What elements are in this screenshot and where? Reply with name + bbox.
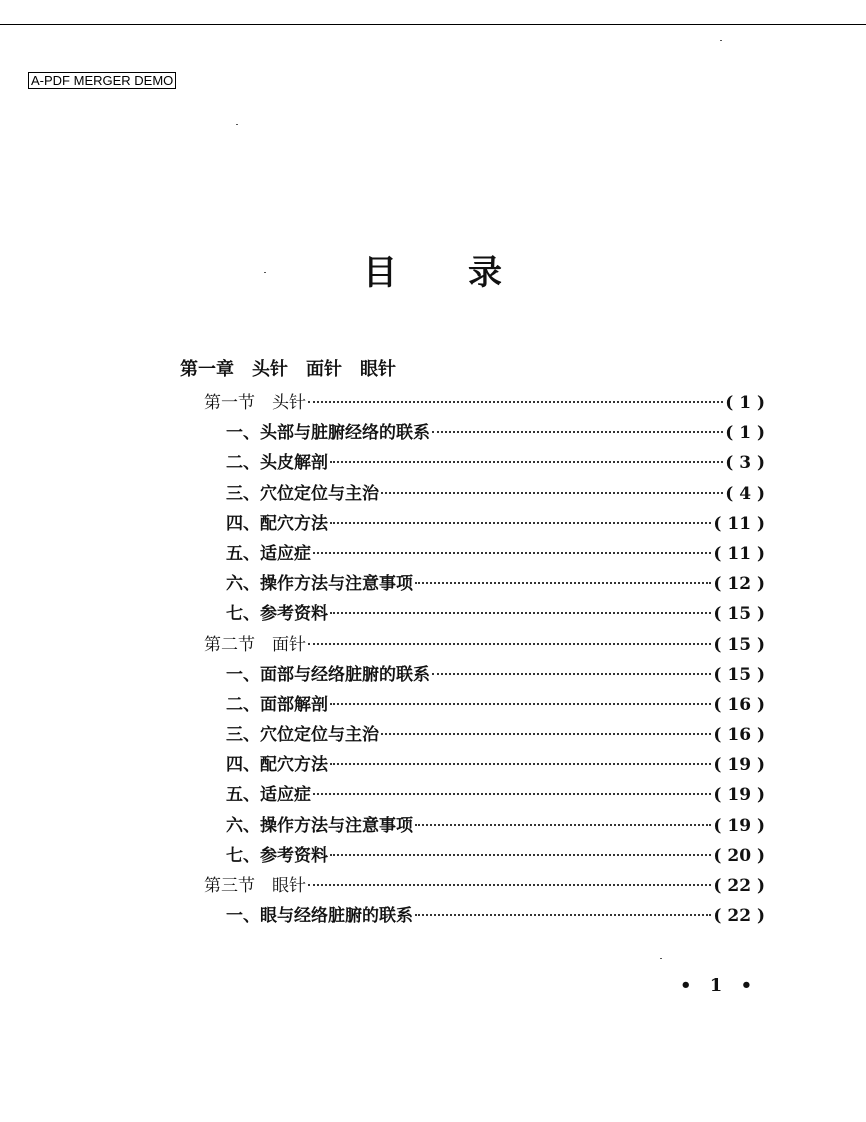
toc-entries bbox=[180, 388, 765, 931]
dot-leader bbox=[432, 672, 711, 675]
dot-leader bbox=[415, 581, 711, 584]
toc-section-entry bbox=[180, 630, 765, 660]
entry-page-number: ( 19 ) bbox=[713, 755, 765, 776]
dot-leader bbox=[381, 732, 711, 735]
entry-label: 一、头部与脏腑经络的联系 bbox=[226, 423, 430, 444]
dot-leader bbox=[330, 702, 711, 705]
toc-item-entry bbox=[180, 811, 765, 841]
toc-item-entry bbox=[180, 479, 765, 509]
entry-label: 四、配穴方法 bbox=[226, 755, 328, 776]
dot-leader bbox=[415, 913, 711, 916]
entry-label: 六、操作方法与注意事项 bbox=[226, 815, 413, 836]
entry-page-number: ( 12 ) bbox=[713, 574, 765, 595]
scan-speck bbox=[236, 124, 238, 125]
entry-label: 七、参考资料 bbox=[226, 845, 328, 866]
scan-speck bbox=[720, 40, 722, 41]
entry-label: 一、眼与经络脏腑的联系 bbox=[226, 906, 413, 927]
entry-label: 第一节 头针 bbox=[204, 393, 306, 413]
entry-page-number: ( 16 ) bbox=[713, 694, 765, 715]
entry-page-number: ( 19 ) bbox=[713, 785, 765, 806]
entry-label: 五、适应症 bbox=[226, 543, 311, 564]
entry-page-number: ( 1 ) bbox=[725, 393, 765, 413]
dot-leader bbox=[330, 460, 723, 463]
entry-page-number: ( 15 ) bbox=[713, 634, 765, 655]
dot-leader bbox=[308, 883, 711, 886]
entry-label: 二、面部解剖 bbox=[226, 694, 328, 715]
entry-label: 一、面部与经络脏腑的联系 bbox=[226, 664, 430, 685]
page-title: 目 录 bbox=[363, 253, 503, 293]
toc-item-entry bbox=[180, 448, 765, 478]
entry-label: 四、配穴方法 bbox=[226, 513, 328, 534]
dot-leader bbox=[313, 551, 711, 554]
scan-speck bbox=[264, 272, 266, 273]
chapter-heading: 第一章 头针 面针 眼针 bbox=[180, 359, 396, 380]
toc-item-entry bbox=[180, 750, 765, 780]
dot-leader bbox=[330, 521, 711, 524]
entry-page-number: ( 16 ) bbox=[713, 725, 765, 746]
dot-leader bbox=[415, 823, 711, 826]
entry-label: 五、适应症 bbox=[226, 785, 311, 806]
page-number: • 1 • bbox=[680, 975, 759, 996]
entry-page-number: ( 15 ) bbox=[713, 664, 765, 685]
toc-section-entry bbox=[180, 871, 765, 901]
toc-item-entry bbox=[180, 901, 765, 931]
dot-leader bbox=[308, 400, 723, 403]
entry-page-number: ( 11 ) bbox=[713, 543, 765, 564]
toc-item-entry bbox=[180, 841, 765, 871]
scan-speck bbox=[660, 958, 662, 959]
toc-item-entry bbox=[180, 690, 765, 720]
entry-label: 第三节 眼针 bbox=[204, 876, 306, 896]
toc-item-entry bbox=[180, 599, 765, 629]
table-of-contents bbox=[180, 356, 765, 931]
entry-page-number: ( 11 ) bbox=[713, 513, 765, 534]
entry-label: 三、穴位定位与主治 bbox=[226, 725, 379, 746]
toc-item-entry bbox=[180, 569, 765, 599]
entry-page-number: ( 20 ) bbox=[713, 845, 765, 866]
entry-page-number: ( 1 ) bbox=[725, 423, 765, 444]
dot-leader bbox=[330, 762, 711, 765]
dot-leader bbox=[432, 430, 723, 433]
entry-page-number: ( 19 ) bbox=[713, 815, 765, 836]
toc-item-entry bbox=[180, 720, 765, 750]
entry-label: 二、头皮解剖 bbox=[226, 453, 328, 474]
entry-page-number: ( 22 ) bbox=[713, 876, 765, 896]
toc-section-entry bbox=[180, 388, 765, 418]
toc-item-entry bbox=[180, 780, 765, 810]
entry-label: 第二节 面针 bbox=[204, 634, 306, 655]
entry-page-number: ( 3 ) bbox=[725, 453, 765, 474]
entry-label: 六、操作方法与注意事项 bbox=[226, 574, 413, 595]
dot-leader bbox=[330, 853, 711, 856]
entry-page-number: ( 15 ) bbox=[713, 604, 765, 625]
dot-leader bbox=[330, 611, 711, 614]
top-rule bbox=[0, 24, 866, 25]
toc-item-entry bbox=[180, 509, 765, 539]
watermark-label: A-PDF MERGER DEMO bbox=[28, 72, 176, 89]
toc-item-entry bbox=[180, 660, 765, 690]
dot-leader bbox=[381, 491, 723, 494]
entry-label: 三、穴位定位与主治 bbox=[226, 483, 379, 504]
dot-leader bbox=[308, 642, 711, 645]
toc-item-entry bbox=[180, 418, 765, 448]
toc-item-entry bbox=[180, 539, 765, 569]
entry-page-number: ( 22 ) bbox=[713, 906, 765, 927]
entry-page-number: ( 4 ) bbox=[725, 483, 765, 504]
dot-leader bbox=[313, 792, 711, 795]
entry-label: 七、参考资料 bbox=[226, 604, 328, 625]
